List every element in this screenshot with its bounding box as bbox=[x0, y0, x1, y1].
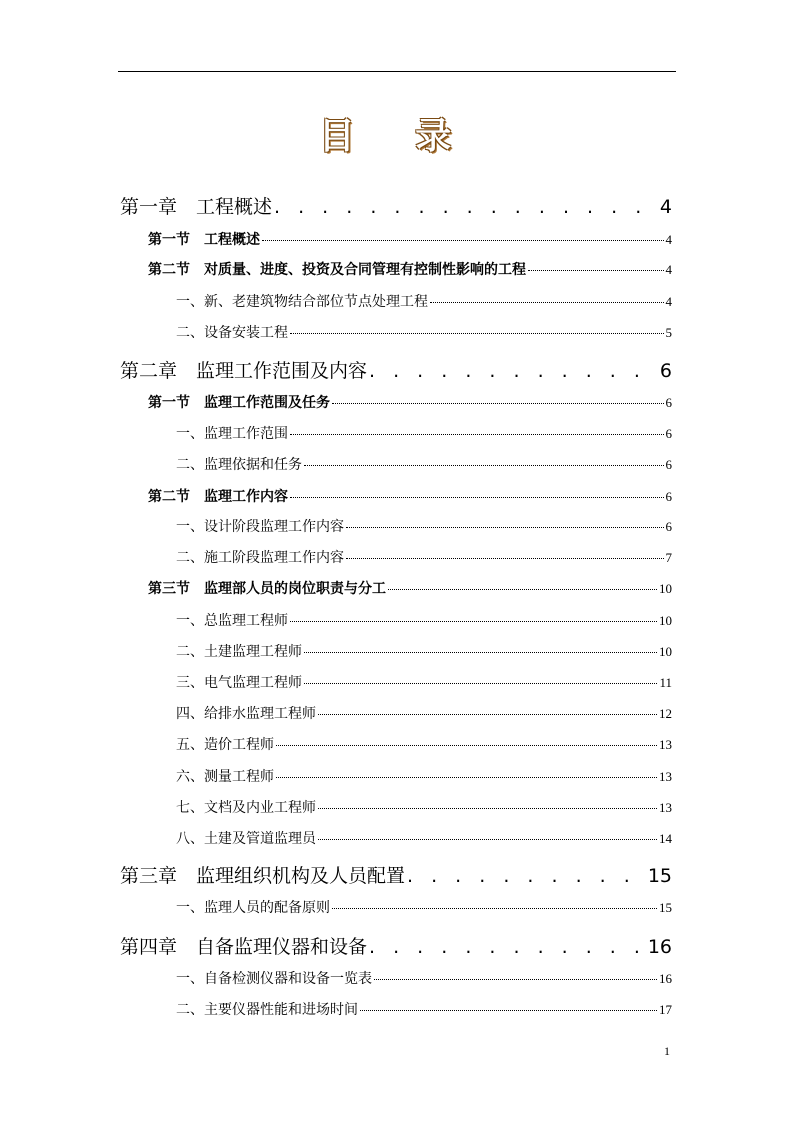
toc-entry-page: 16 bbox=[647, 936, 672, 958]
toc-entry-page: 4 bbox=[665, 262, 672, 277]
toc-entry-item[interactable] bbox=[176, 828, 672, 848]
toc-dot-leader bbox=[332, 908, 657, 909]
toc-entry-page: 12 bbox=[659, 706, 672, 721]
toc-entry-label: 四、给排水监理工程师 bbox=[176, 706, 316, 722]
toc-dot-leader bbox=[290, 621, 657, 622]
toc-dot-leader bbox=[528, 270, 664, 271]
toc-entry-page: 4 bbox=[665, 232, 672, 247]
toc-entry-label: 一、总监理工程师 bbox=[176, 613, 288, 629]
toc-entry-item[interactable] bbox=[176, 999, 672, 1019]
toc-entry-label: 一、设计阶段监理工作内容 bbox=[176, 519, 344, 535]
toc-entry-chapter[interactable] bbox=[120, 861, 672, 888]
toc-dot-leader bbox=[304, 465, 664, 466]
toc-entry-page: 13 bbox=[659, 800, 672, 815]
toc-entry-label: 二、主要仪器性能和进场时间 bbox=[176, 1002, 358, 1018]
toc-dot-leader bbox=[346, 527, 664, 528]
toc-entry-page: 13 bbox=[659, 737, 672, 752]
toc-entry-label: 一、新、老建筑物结合部位节点处理工程 bbox=[176, 294, 428, 310]
toc-entry-page: 15 bbox=[647, 865, 672, 887]
toc-dot-leader bbox=[374, 979, 657, 980]
toc-entry-page: 13 bbox=[659, 769, 672, 784]
toc-dot-leader bbox=[304, 652, 657, 653]
toc-dot-leader bbox=[332, 403, 664, 404]
toc-entry-section[interactable] bbox=[148, 486, 672, 506]
toc-entry-item[interactable] bbox=[176, 291, 672, 311]
toc-entry-item[interactable] bbox=[176, 766, 672, 786]
toc-entry-page: 6 bbox=[665, 519, 672, 534]
toc-entry-page: 6 bbox=[665, 457, 672, 472]
toc-dot-leader bbox=[430, 302, 664, 303]
toc-entry-page: 6 bbox=[665, 426, 672, 441]
toc-entry-label: 一、自备检测仪器和设备一览表 bbox=[176, 971, 372, 987]
toc-entry-label: 一、监理人员的配备原则 bbox=[176, 900, 330, 916]
toc-dot-leader bbox=[262, 240, 664, 241]
toc-entry-label: 第二节 监理工作内容 bbox=[148, 489, 288, 505]
toc-dot-leader bbox=[388, 589, 657, 590]
toc-entry-item[interactable] bbox=[176, 797, 672, 817]
toc-entry-page: 5 bbox=[665, 325, 672, 340]
toc-dot-leader bbox=[274, 196, 658, 218]
toc-entry-label: 第一章 工程概述 bbox=[120, 196, 273, 218]
toc-entry-page: 4 bbox=[665, 294, 672, 309]
toc-entry-label: 二、施工阶段监理工作内容 bbox=[176, 550, 344, 566]
toc-title: 目 录 bbox=[318, 115, 476, 157]
toc-entry-page: 15 bbox=[659, 900, 672, 915]
toc-entry-page: 11 bbox=[659, 675, 672, 690]
toc-entry-label: 二、监理依据和任务 bbox=[176, 457, 302, 473]
toc-dot-leader bbox=[290, 497, 664, 498]
toc-entry-label: 第四章 自备监理仪器和设备 bbox=[120, 936, 368, 958]
toc-dot-leader bbox=[276, 745, 657, 746]
toc-entry-item[interactable] bbox=[176, 516, 672, 536]
toc-entry-chapter[interactable] bbox=[120, 192, 672, 219]
toc-dot-leader bbox=[407, 865, 646, 887]
toc-entry-section[interactable] bbox=[148, 229, 672, 249]
toc-dot-leader bbox=[369, 936, 646, 958]
toc-entry-section[interactable] bbox=[148, 259, 672, 279]
toc-entry-label: 第三节 监理部人员的岗位职责与分工 bbox=[148, 581, 386, 597]
toc-entry-section[interactable] bbox=[148, 392, 672, 412]
toc-entry-label: 二、土建监理工程师 bbox=[176, 644, 302, 660]
toc-dot-leader bbox=[360, 1010, 657, 1011]
toc-dot-leader bbox=[318, 808, 657, 809]
toc-entry-page: 6 bbox=[665, 395, 672, 410]
toc-entry-chapter[interactable] bbox=[120, 932, 672, 959]
toc-entry-section[interactable] bbox=[148, 578, 672, 598]
toc-dot-leader bbox=[369, 360, 658, 382]
toc-entry-chapter[interactable] bbox=[120, 356, 672, 383]
toc-entry-item[interactable] bbox=[176, 454, 672, 474]
toc-entry-label: 第三章 监理组织机构及人员配置 bbox=[120, 865, 406, 887]
toc-dot-leader bbox=[290, 434, 664, 435]
toc-entry-page: 10 bbox=[659, 613, 672, 628]
toc-entry-page: 7 bbox=[665, 550, 672, 565]
toc-dot-leader bbox=[276, 777, 657, 778]
toc-entry-item[interactable] bbox=[176, 672, 672, 692]
toc-entry-item[interactable] bbox=[176, 641, 672, 661]
toc-entry-page: 4 bbox=[659, 196, 672, 218]
toc-entry-label: 三、电气监理工程师 bbox=[176, 675, 302, 691]
toc-dot-leader bbox=[318, 714, 657, 715]
toc-entry-item[interactable] bbox=[176, 322, 672, 342]
toc-entry-page: 10 bbox=[659, 581, 672, 596]
toc-dot-leader bbox=[346, 558, 664, 559]
toc-entry-label: 第二节 对质量、进度、投资及合同管理有控制性影响的工程 bbox=[148, 262, 526, 278]
toc-entry-item[interactable] bbox=[176, 897, 672, 917]
toc-entry-label: 八、土建及管道监理员 bbox=[176, 831, 316, 847]
toc-entry-item[interactable] bbox=[176, 547, 672, 567]
toc-entry-page: 17 bbox=[659, 1002, 672, 1017]
toc-entry-label: 六、测量工程师 bbox=[176, 769, 274, 785]
toc-entry-page: 16 bbox=[659, 971, 672, 986]
toc-entry-item[interactable] bbox=[176, 703, 672, 723]
toc-dot-leader bbox=[304, 683, 657, 684]
toc-entry-label: 五、造价工程师 bbox=[176, 737, 274, 753]
toc-entry-label: 第一节 工程概述 bbox=[148, 232, 260, 248]
toc-entry-page: 10 bbox=[659, 644, 672, 659]
toc-entry-page: 6 bbox=[665, 489, 672, 504]
toc-entry-page: 6 bbox=[659, 360, 672, 382]
toc-entry-label: 一、监理工作范围 bbox=[176, 426, 288, 442]
toc-entry-item[interactable] bbox=[176, 734, 672, 754]
toc-entry-label: 第一节 监理工作范围及任务 bbox=[148, 395, 330, 411]
page-number: 1 bbox=[664, 1044, 670, 1058]
toc-entry-label: 七、文档及内业工程师 bbox=[176, 800, 316, 816]
toc-entry-item[interactable] bbox=[176, 968, 672, 988]
toc-entry-label: 二、设备安装工程 bbox=[176, 325, 288, 341]
toc-dot-leader bbox=[290, 333, 664, 334]
toc-entry-item[interactable] bbox=[176, 610, 672, 630]
toc-dot-leader bbox=[318, 839, 657, 840]
toc-entry-label: 第二章 监理工作范围及内容 bbox=[120, 360, 368, 382]
toc-entry-item[interactable] bbox=[176, 423, 672, 443]
toc-entry-page: 14 bbox=[659, 831, 672, 846]
